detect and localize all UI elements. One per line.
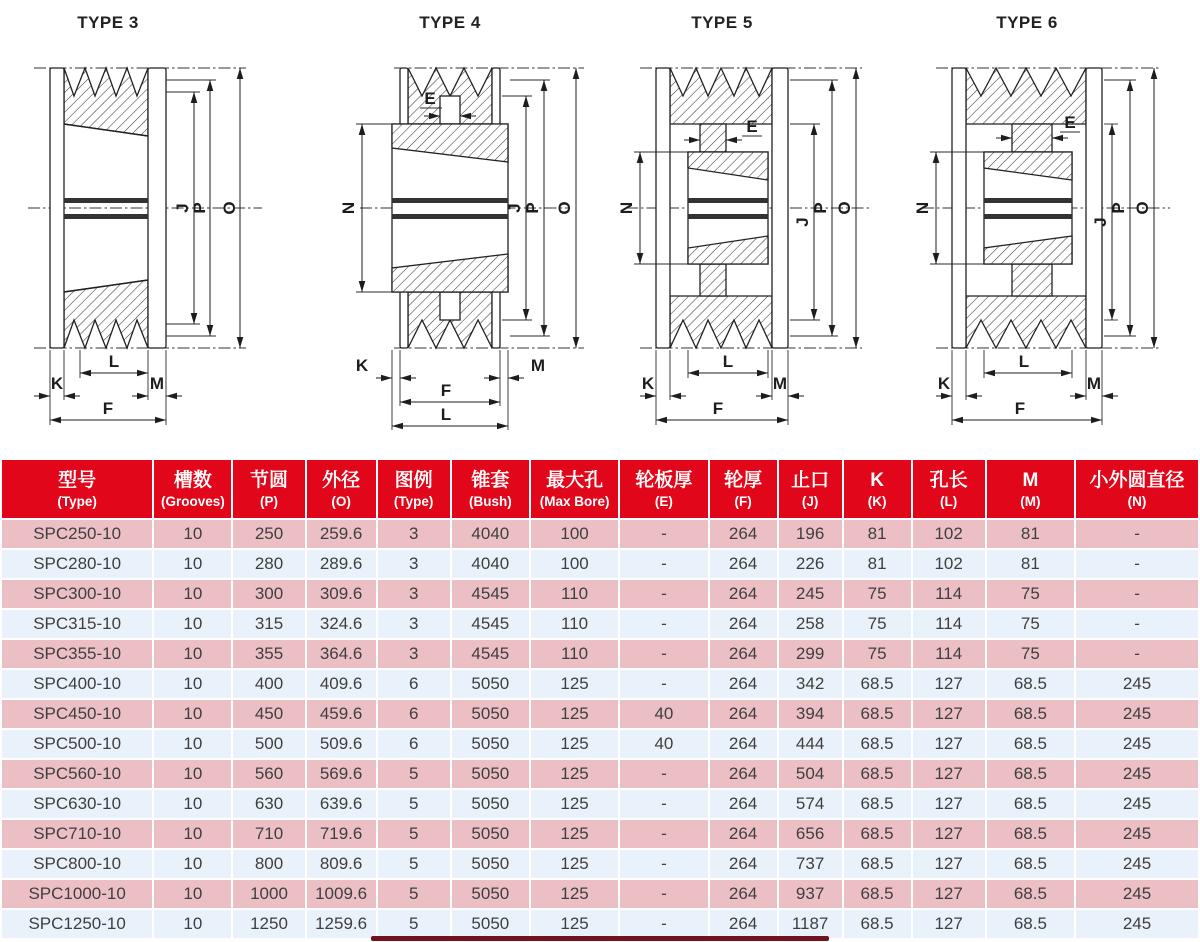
cell: 127 bbox=[912, 819, 986, 849]
cell: 710 bbox=[232, 819, 305, 849]
bottom-accent-bar bbox=[371, 936, 829, 941]
cell: 110 bbox=[530, 609, 619, 639]
cell: 10 bbox=[153, 879, 232, 909]
cell: - bbox=[619, 879, 708, 909]
cell: 68.5 bbox=[986, 849, 1075, 879]
cell: 264 bbox=[709, 789, 778, 819]
table-row bbox=[1, 549, 1199, 579]
column-header: 节圆 (P) bbox=[232, 459, 305, 519]
cell: 5050 bbox=[451, 729, 530, 759]
cell: 68.5 bbox=[843, 819, 912, 849]
cell: - bbox=[619, 519, 708, 549]
cell: SPC630-10 bbox=[1, 789, 153, 819]
cell: 68.5 bbox=[986, 729, 1075, 759]
cell: 68.5 bbox=[986, 789, 1075, 819]
cell: - bbox=[619, 909, 708, 939]
cell: 114 bbox=[912, 639, 986, 669]
cell: 258 bbox=[778, 609, 843, 639]
cell: 127 bbox=[912, 909, 986, 939]
cell: - bbox=[619, 609, 708, 639]
column-header: 型号 (Type) bbox=[1, 459, 153, 519]
cell: 40 bbox=[619, 699, 708, 729]
cell: 114 bbox=[912, 579, 986, 609]
cell: 300 bbox=[232, 579, 305, 609]
cell: 68.5 bbox=[843, 879, 912, 909]
cell: - bbox=[619, 819, 708, 849]
table-row bbox=[1, 819, 1199, 849]
diagram-type-4 bbox=[300, 0, 600, 458]
cell: 10 bbox=[153, 609, 232, 639]
cell: 110 bbox=[530, 639, 619, 669]
cell: 299 bbox=[778, 639, 843, 669]
cell: 245 bbox=[1075, 909, 1199, 939]
cell: 1259.6 bbox=[306, 909, 377, 939]
spec-table bbox=[0, 458, 1200, 940]
dim-label-l: L bbox=[1018, 352, 1030, 371]
cell: 10 bbox=[153, 669, 232, 699]
dim-label-j: J bbox=[173, 203, 192, 213]
dim-label-l: L bbox=[440, 405, 452, 424]
cell: SPC560-10 bbox=[1, 759, 153, 789]
cell: 444 bbox=[778, 729, 843, 759]
cell: 100 bbox=[530, 549, 619, 579]
cell: 127 bbox=[912, 729, 986, 759]
cell: 5050 bbox=[451, 849, 530, 879]
cell: - bbox=[619, 759, 708, 789]
cell: 264 bbox=[709, 519, 778, 549]
cell: 264 bbox=[709, 609, 778, 639]
cell: 737 bbox=[778, 849, 843, 879]
cell: 245 bbox=[1075, 729, 1199, 759]
cell: 264 bbox=[709, 759, 778, 789]
cell: 10 bbox=[153, 819, 232, 849]
cell: 569.6 bbox=[306, 759, 377, 789]
cell: 125 bbox=[530, 759, 619, 789]
cell: 6 bbox=[377, 729, 451, 759]
column-header: 图例 (Type) bbox=[377, 459, 451, 519]
cell: 125 bbox=[530, 669, 619, 699]
diagram-type-5 bbox=[600, 0, 900, 458]
cell: - bbox=[619, 579, 708, 609]
cell: SPC1250-10 bbox=[1, 909, 153, 939]
dim-label-o: O bbox=[220, 201, 239, 215]
type3-drawing bbox=[0, 28, 300, 458]
dim-label-f: F bbox=[712, 399, 724, 418]
dim-label-j: J bbox=[793, 217, 812, 227]
cell: 250 bbox=[232, 519, 305, 549]
cell: 719.6 bbox=[306, 819, 377, 849]
cell: 10 bbox=[153, 519, 232, 549]
column-header: 小外圆直径 (N) bbox=[1075, 459, 1199, 519]
pulley-body bbox=[392, 68, 508, 348]
cell: 68.5 bbox=[986, 879, 1075, 909]
cell: - bbox=[1075, 549, 1199, 579]
cell: 245 bbox=[1075, 789, 1199, 819]
cell: 10 bbox=[153, 579, 232, 609]
cell: 4545 bbox=[451, 639, 530, 669]
cell: 196 bbox=[778, 519, 843, 549]
column-header: 轮厚 (F) bbox=[709, 459, 778, 519]
dim-label-l: L bbox=[722, 352, 734, 371]
dim-label-p: P bbox=[811, 202, 830, 214]
cell: 5050 bbox=[451, 819, 530, 849]
column-header: 外径 (O) bbox=[306, 459, 377, 519]
cell: SPC250-10 bbox=[1, 519, 153, 549]
cell: SPC1000-10 bbox=[1, 879, 153, 909]
cell: 264 bbox=[709, 549, 778, 579]
cell: - bbox=[619, 669, 708, 699]
cell: 1000 bbox=[232, 879, 305, 909]
cell: 264 bbox=[709, 879, 778, 909]
cell: 127 bbox=[912, 669, 986, 699]
dim-label-p: P bbox=[1109, 202, 1128, 214]
cell: 5 bbox=[377, 789, 451, 819]
cell: 4040 bbox=[451, 549, 530, 579]
cell: 68.5 bbox=[843, 909, 912, 939]
cell: - bbox=[619, 849, 708, 879]
cell: 324.6 bbox=[306, 609, 377, 639]
column-header: 最大孔 (Max Bore) bbox=[530, 459, 619, 519]
dim-label-j: J bbox=[1091, 217, 1110, 227]
cell: SPC280-10 bbox=[1, 549, 153, 579]
dim-label-f: F bbox=[440, 381, 452, 400]
column-header: 孔长 (L) bbox=[912, 459, 986, 519]
cell: 342 bbox=[778, 669, 843, 699]
dim-label-n: N bbox=[339, 201, 358, 215]
cell: 40 bbox=[619, 729, 708, 759]
column-header: 锥套 (Bush) bbox=[451, 459, 530, 519]
dim-label-o: O bbox=[835, 201, 854, 215]
dim-label-m: M bbox=[1086, 374, 1102, 393]
cell: 5050 bbox=[451, 879, 530, 909]
cell: 450 bbox=[232, 699, 305, 729]
cell: 5 bbox=[377, 849, 451, 879]
cell: 75 bbox=[843, 639, 912, 669]
table-row bbox=[1, 609, 1199, 639]
cell: 5 bbox=[377, 819, 451, 849]
table-row bbox=[1, 849, 1199, 879]
cell: 800 bbox=[232, 849, 305, 879]
pulley-diagrams-section bbox=[0, 0, 1200, 458]
diagram-title: TYPE 5 bbox=[691, 13, 753, 32]
cell: 68.5 bbox=[986, 699, 1075, 729]
cell: 409.6 bbox=[306, 669, 377, 699]
dim-label-n: N bbox=[617, 201, 636, 215]
dim-label-p: P bbox=[190, 202, 209, 214]
cell: 264 bbox=[709, 819, 778, 849]
cell: 264 bbox=[709, 639, 778, 669]
cell: 102 bbox=[912, 519, 986, 549]
cell: 4545 bbox=[451, 609, 530, 639]
dim-label-m: M bbox=[530, 356, 546, 375]
dim-label-e: E bbox=[746, 117, 758, 136]
table-row bbox=[1, 699, 1199, 729]
cell: 245 bbox=[778, 579, 843, 609]
cell: 75 bbox=[843, 609, 912, 639]
cell: 1250 bbox=[232, 909, 305, 939]
cell: 5 bbox=[377, 879, 451, 909]
cell: 10 bbox=[153, 789, 232, 819]
cell: 102 bbox=[912, 549, 986, 579]
dim-label-j: J bbox=[505, 203, 524, 213]
type6-drawing bbox=[900, 28, 1200, 458]
table-row bbox=[1, 759, 1199, 789]
diagram-title: TYPE 6 bbox=[996, 13, 1058, 32]
cell: 10 bbox=[153, 549, 232, 579]
cell: 5050 bbox=[451, 909, 530, 939]
cell: 259.6 bbox=[306, 519, 377, 549]
cell: 68.5 bbox=[986, 819, 1075, 849]
cell: 100 bbox=[530, 519, 619, 549]
cell: 1009.6 bbox=[306, 879, 377, 909]
cell: SPC500-10 bbox=[1, 729, 153, 759]
cell: 264 bbox=[709, 579, 778, 609]
cell: 110 bbox=[530, 579, 619, 609]
spec-table-body bbox=[1, 519, 1199, 939]
cell: 68.5 bbox=[843, 849, 912, 879]
cell: 81 bbox=[843, 519, 912, 549]
dim-label-f: F bbox=[102, 399, 114, 418]
cell: 394 bbox=[778, 699, 843, 729]
cell: - bbox=[619, 549, 708, 579]
diagram-title: TYPE 3 bbox=[77, 13, 139, 32]
cell: 75 bbox=[986, 609, 1075, 639]
cell: 127 bbox=[912, 849, 986, 879]
dim-label-k: K bbox=[641, 374, 655, 393]
cell: 10 bbox=[153, 759, 232, 789]
table-row bbox=[1, 789, 1199, 819]
cell: 127 bbox=[912, 879, 986, 909]
cell: 3 bbox=[377, 579, 451, 609]
cell: 639.6 bbox=[306, 789, 377, 819]
cell: 127 bbox=[912, 789, 986, 819]
cell: 68.5 bbox=[986, 669, 1075, 699]
column-header: K (K) bbox=[843, 459, 912, 519]
cell: 309.6 bbox=[306, 579, 377, 609]
diagram-type-3 bbox=[0, 0, 300, 458]
dim-label-m: M bbox=[772, 374, 788, 393]
dim-label-l: L bbox=[108, 352, 120, 371]
cell: 3 bbox=[377, 609, 451, 639]
dim-label-o: O bbox=[1133, 201, 1152, 215]
diagram-type-6 bbox=[900, 0, 1200, 458]
dim-label-m: M bbox=[149, 374, 165, 393]
cell: 560 bbox=[232, 759, 305, 789]
dim-label-e: E bbox=[1064, 113, 1076, 132]
cell: 68.5 bbox=[843, 729, 912, 759]
cell: 400 bbox=[232, 669, 305, 699]
cell: 10 bbox=[153, 729, 232, 759]
dim-label-k: K bbox=[50, 374, 64, 393]
cell: 4040 bbox=[451, 519, 530, 549]
cell: - bbox=[1075, 609, 1199, 639]
cell: 125 bbox=[530, 879, 619, 909]
cell: SPC300-10 bbox=[1, 579, 153, 609]
cell: 280 bbox=[232, 549, 305, 579]
cell: 500 bbox=[232, 729, 305, 759]
cell: 937 bbox=[778, 879, 843, 909]
cell: 245 bbox=[1075, 819, 1199, 849]
dim-label-o: O bbox=[555, 201, 574, 215]
cell: 364.6 bbox=[306, 639, 377, 669]
cell: 574 bbox=[778, 789, 843, 819]
cell: 245 bbox=[1075, 669, 1199, 699]
cell: SPC450-10 bbox=[1, 699, 153, 729]
cell: - bbox=[619, 639, 708, 669]
dim-label-n: N bbox=[913, 201, 932, 215]
cell: 289.6 bbox=[306, 549, 377, 579]
cell: 4545 bbox=[451, 579, 530, 609]
cell: SPC355-10 bbox=[1, 639, 153, 669]
cell: 3 bbox=[377, 639, 451, 669]
column-header: 轮板厚 (E) bbox=[619, 459, 708, 519]
cell: 125 bbox=[530, 729, 619, 759]
cell: 5 bbox=[377, 759, 451, 789]
cell: 5050 bbox=[451, 759, 530, 789]
cell: 127 bbox=[912, 699, 986, 729]
cell: 264 bbox=[709, 699, 778, 729]
dim-label-k: K bbox=[355, 356, 369, 375]
cell: 264 bbox=[709, 849, 778, 879]
pulley-body bbox=[50, 68, 166, 348]
dim-label-k: K bbox=[937, 374, 951, 393]
cell: 6 bbox=[377, 699, 451, 729]
cell: 1187 bbox=[778, 909, 843, 939]
cell: 125 bbox=[530, 819, 619, 849]
table-row bbox=[1, 669, 1199, 699]
cell: 81 bbox=[986, 519, 1075, 549]
dim-label-e: E bbox=[424, 89, 436, 108]
cell: 81 bbox=[986, 549, 1075, 579]
header-row bbox=[1, 459, 1199, 519]
cell: 68.5 bbox=[843, 699, 912, 729]
cell: 75 bbox=[843, 579, 912, 609]
cell: 68.5 bbox=[986, 909, 1075, 939]
cell: 5050 bbox=[451, 669, 530, 699]
table-row bbox=[1, 909, 1199, 939]
cell: 127 bbox=[912, 759, 986, 789]
cell: 125 bbox=[530, 849, 619, 879]
cell: 264 bbox=[709, 909, 778, 939]
cell: 355 bbox=[232, 639, 305, 669]
cell: 68.5 bbox=[986, 759, 1075, 789]
cell: - bbox=[619, 789, 708, 819]
column-header: 止口 (J) bbox=[778, 459, 843, 519]
table-row bbox=[1, 639, 1199, 669]
cell: 264 bbox=[709, 669, 778, 699]
cell: 75 bbox=[986, 579, 1075, 609]
column-header: 槽数 (Grooves) bbox=[153, 459, 232, 519]
table-row bbox=[1, 579, 1199, 609]
cell: SPC710-10 bbox=[1, 819, 153, 849]
cell: 68.5 bbox=[843, 759, 912, 789]
cell: 245 bbox=[1075, 879, 1199, 909]
cell: 630 bbox=[232, 789, 305, 819]
type4-drawing bbox=[300, 28, 600, 458]
cell: 504 bbox=[778, 759, 843, 789]
cell: 509.6 bbox=[306, 729, 377, 759]
cell: - bbox=[1075, 519, 1199, 549]
cell: 125 bbox=[530, 909, 619, 939]
cell: 81 bbox=[843, 549, 912, 579]
cell: 10 bbox=[153, 699, 232, 729]
cell: 245 bbox=[1075, 849, 1199, 879]
cell: 114 bbox=[912, 609, 986, 639]
cell: 226 bbox=[778, 549, 843, 579]
cell: 264 bbox=[709, 729, 778, 759]
cell: 68.5 bbox=[843, 789, 912, 819]
cell: SPC315-10 bbox=[1, 609, 153, 639]
table-row bbox=[1, 729, 1199, 759]
table-row bbox=[1, 879, 1199, 909]
dim-label-f: F bbox=[1014, 399, 1026, 418]
type5-drawing bbox=[600, 28, 900, 458]
cell: 6 bbox=[377, 669, 451, 699]
cell: 5050 bbox=[451, 699, 530, 729]
cell: 125 bbox=[530, 789, 619, 819]
cell: 656 bbox=[778, 819, 843, 849]
cell: SPC400-10 bbox=[1, 669, 153, 699]
table-row bbox=[1, 519, 1199, 549]
diagram-title: TYPE 4 bbox=[419, 13, 481, 32]
cell: 3 bbox=[377, 549, 451, 579]
column-header: M (M) bbox=[986, 459, 1075, 519]
cell: 3 bbox=[377, 519, 451, 549]
cell: 10 bbox=[153, 849, 232, 879]
cell: 245 bbox=[1075, 759, 1199, 789]
cell: 5 bbox=[377, 909, 451, 939]
cell: 10 bbox=[153, 909, 232, 939]
cell: 809.6 bbox=[306, 849, 377, 879]
cell: 315 bbox=[232, 609, 305, 639]
cell: 68.5 bbox=[843, 669, 912, 699]
cell: 245 bbox=[1075, 699, 1199, 729]
dim-label-p: P bbox=[523, 202, 542, 214]
cell: 75 bbox=[986, 639, 1075, 669]
cell: 125 bbox=[530, 699, 619, 729]
cell: SPC800-10 bbox=[1, 849, 153, 879]
cell: - bbox=[1075, 639, 1199, 669]
cell: - bbox=[1075, 579, 1199, 609]
cell: 459.6 bbox=[306, 699, 377, 729]
cell: 5050 bbox=[451, 789, 530, 819]
cell: 10 bbox=[153, 639, 232, 669]
